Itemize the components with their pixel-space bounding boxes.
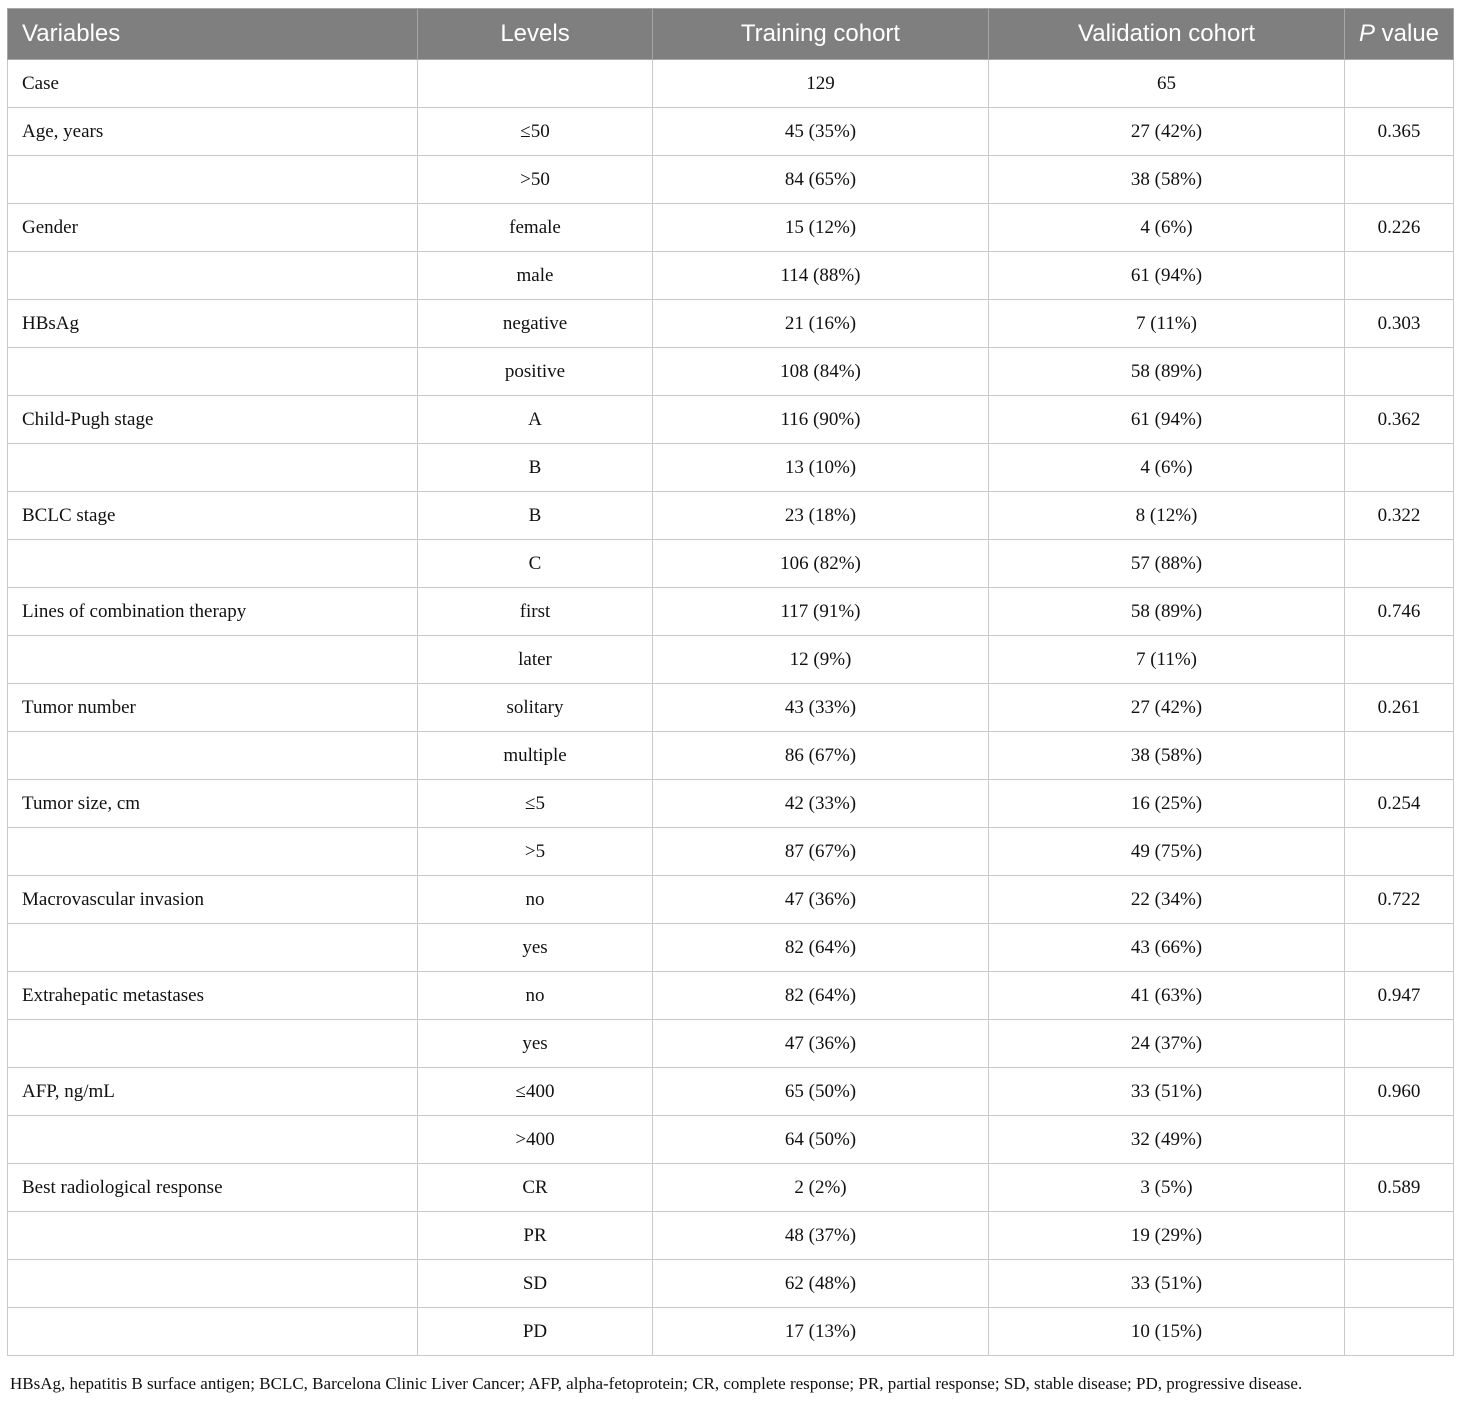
- table-row: [8, 636, 1454, 684]
- cell-p-value: [1345, 1020, 1454, 1068]
- table-row: [8, 1164, 1454, 1212]
- table-row: [8, 876, 1454, 924]
- table-row: [8, 684, 1454, 732]
- cell-p-value: 0.362: [1345, 396, 1454, 444]
- cell-p-value: 0.226: [1345, 204, 1454, 252]
- cell-level: PD: [418, 1308, 653, 1356]
- cell-p-value: 0.303: [1345, 300, 1454, 348]
- cell-variable: Extrahepatic metastases: [8, 972, 418, 1020]
- cell-training-cohort: 45 (35%): [653, 108, 989, 156]
- cell-validation-cohort: 33 (51%): [989, 1260, 1345, 1308]
- cell-validation-cohort: 19 (29%): [989, 1212, 1345, 1260]
- table-row: [8, 1260, 1454, 1308]
- cell-training-cohort: 117 (91%): [653, 588, 989, 636]
- header-training-cohort: Training cohort: [653, 9, 989, 60]
- cell-p-value: [1345, 1308, 1454, 1356]
- table-body: [8, 60, 1454, 1356]
- cell-level: yes: [418, 1020, 653, 1068]
- table-row: [8, 300, 1454, 348]
- cell-validation-cohort: 58 (89%): [989, 348, 1345, 396]
- table-row: [8, 60, 1454, 108]
- cell-p-value: 0.589: [1345, 1164, 1454, 1212]
- cell-training-cohort: 106 (82%): [653, 540, 989, 588]
- table-row: [8, 348, 1454, 396]
- table-row: [8, 1212, 1454, 1260]
- cell-p-value: [1345, 1116, 1454, 1164]
- cell-variable: HBsAg: [8, 300, 418, 348]
- table-row: [8, 540, 1454, 588]
- cell-p-value: 0.365: [1345, 108, 1454, 156]
- cell-validation-cohort: 58 (89%): [989, 588, 1345, 636]
- cell-p-value: 0.722: [1345, 876, 1454, 924]
- cell-validation-cohort: 65: [989, 60, 1345, 108]
- cell-level: >50: [418, 156, 653, 204]
- cell-variable: [8, 1308, 418, 1356]
- cell-validation-cohort: 27 (42%): [989, 108, 1345, 156]
- cell-p-value: [1345, 444, 1454, 492]
- cell-training-cohort: 2 (2%): [653, 1164, 989, 1212]
- cell-training-cohort: 129: [653, 60, 989, 108]
- cell-p-value: [1345, 1260, 1454, 1308]
- table-row: [8, 492, 1454, 540]
- cell-variable: [8, 1020, 418, 1068]
- cell-level: >400: [418, 1116, 653, 1164]
- cell-p-value: 0.322: [1345, 492, 1454, 540]
- cell-p-value: 0.254: [1345, 780, 1454, 828]
- cell-validation-cohort: 41 (63%): [989, 972, 1345, 1020]
- table-row: [8, 972, 1454, 1020]
- cell-training-cohort: 64 (50%): [653, 1116, 989, 1164]
- header-validation-cohort: Validation cohort: [989, 9, 1345, 60]
- cell-p-value: 0.746: [1345, 588, 1454, 636]
- cell-level: no: [418, 972, 653, 1020]
- cell-level: no: [418, 876, 653, 924]
- cell-validation-cohort: 38 (58%): [989, 732, 1345, 780]
- cell-level: PR: [418, 1212, 653, 1260]
- cohort-characteristics-table-container: [7, 8, 1453, 1356]
- header-p-value: [1345, 9, 1454, 60]
- cell-validation-cohort: 3 (5%): [989, 1164, 1345, 1212]
- cell-training-cohort: 87 (67%): [653, 828, 989, 876]
- cell-level: multiple: [418, 732, 653, 780]
- table-row: [8, 156, 1454, 204]
- header-p-letter: P: [1358, 20, 1375, 47]
- cell-level: [418, 60, 653, 108]
- table-row: [8, 1020, 1454, 1068]
- cell-level: male: [418, 252, 653, 300]
- cell-level: ≤400: [418, 1068, 653, 1116]
- cell-level: solitary: [418, 684, 653, 732]
- table-header: [8, 9, 1454, 60]
- cell-level: CR: [418, 1164, 653, 1212]
- cell-level: first: [418, 588, 653, 636]
- cell-training-cohort: 114 (88%): [653, 252, 989, 300]
- cell-p-value: 0.947: [1345, 972, 1454, 1020]
- cell-variable: Lines of combination therapy: [8, 588, 418, 636]
- cell-variable: [8, 444, 418, 492]
- cell-validation-cohort: 24 (37%): [989, 1020, 1345, 1068]
- cell-variable: [8, 156, 418, 204]
- cell-level: C: [418, 540, 653, 588]
- cell-training-cohort: 17 (13%): [653, 1308, 989, 1356]
- table-row: [8, 108, 1454, 156]
- table-footnote: HBsAg, hepatitis B surface antigen; BCLC, Barcelona Clinic Liver Cancer; AFP, alpha-fetoprotein; CR, complete response; PR, partial response; SD, stable disease; PD, progressive disease.: [10, 1374, 1303, 1393]
- cell-training-cohort: 108 (84%): [653, 348, 989, 396]
- header-levels: Levels: [418, 9, 653, 60]
- cell-p-value: [1345, 60, 1454, 108]
- cell-validation-cohort: 7 (11%): [989, 636, 1345, 684]
- cell-level: yes: [418, 924, 653, 972]
- cell-training-cohort: 65 (50%): [653, 1068, 989, 1116]
- cell-training-cohort: 21 (16%): [653, 300, 989, 348]
- cell-validation-cohort: 43 (66%): [989, 924, 1345, 972]
- table-row: [8, 828, 1454, 876]
- cell-p-value: [1345, 732, 1454, 780]
- cell-variable: [8, 732, 418, 780]
- cell-validation-cohort: 8 (12%): [989, 492, 1345, 540]
- cell-p-value: [1345, 348, 1454, 396]
- cell-validation-cohort: 16 (25%): [989, 780, 1345, 828]
- cell-p-value: 0.960: [1345, 1068, 1454, 1116]
- cell-variable: [8, 1212, 418, 1260]
- cell-training-cohort: 48 (37%): [653, 1212, 989, 1260]
- cell-validation-cohort: 61 (94%): [989, 396, 1345, 444]
- cell-validation-cohort: 57 (88%): [989, 540, 1345, 588]
- cell-p-value: [1345, 636, 1454, 684]
- cell-p-value: 0.261: [1345, 684, 1454, 732]
- cell-level: negative: [418, 300, 653, 348]
- cell-p-value: [1345, 924, 1454, 972]
- table-row: [8, 780, 1454, 828]
- table-row: [8, 732, 1454, 780]
- cell-p-value: [1345, 156, 1454, 204]
- header-p-suffix: value: [1374, 20, 1440, 47]
- cell-training-cohort: 84 (65%): [653, 156, 989, 204]
- cell-training-cohort: 47 (36%): [653, 1020, 989, 1068]
- cell-validation-cohort: 33 (51%): [989, 1068, 1345, 1116]
- cell-variable: BCLC stage: [8, 492, 418, 540]
- cell-validation-cohort: 27 (42%): [989, 684, 1345, 732]
- cell-training-cohort: 43 (33%): [653, 684, 989, 732]
- table-row: [8, 204, 1454, 252]
- cell-variable: [8, 636, 418, 684]
- cell-validation-cohort: 4 (6%): [989, 444, 1345, 492]
- cell-validation-cohort: 22 (34%): [989, 876, 1345, 924]
- cell-variable: [8, 924, 418, 972]
- cell-level: A: [418, 396, 653, 444]
- cell-validation-cohort: 10 (15%): [989, 1308, 1345, 1356]
- cell-p-value: [1345, 828, 1454, 876]
- cohort-characteristics-table: [7, 8, 1454, 1356]
- cell-validation-cohort: 7 (11%): [989, 300, 1345, 348]
- cell-training-cohort: 116 (90%): [653, 396, 989, 444]
- cell-training-cohort: 13 (10%): [653, 444, 989, 492]
- cell-level: ≤50: [418, 108, 653, 156]
- cell-p-value: [1345, 252, 1454, 300]
- cell-variable: [8, 252, 418, 300]
- cell-training-cohort: 62 (48%): [653, 1260, 989, 1308]
- cell-validation-cohort: 4 (6%): [989, 204, 1345, 252]
- cell-level: ≤5: [418, 780, 653, 828]
- header-row: [8, 9, 1454, 60]
- table-row: [8, 1068, 1454, 1116]
- cell-variable: Macrovascular invasion: [8, 876, 418, 924]
- cell-validation-cohort: 32 (49%): [989, 1116, 1345, 1164]
- cell-variable: [8, 348, 418, 396]
- cell-variable: [8, 540, 418, 588]
- table-row: [8, 1116, 1454, 1164]
- cell-level: later: [418, 636, 653, 684]
- cell-training-cohort: 82 (64%): [653, 924, 989, 972]
- cell-p-value: [1345, 1212, 1454, 1260]
- cell-level: SD: [418, 1260, 653, 1308]
- cell-variable: Case: [8, 60, 418, 108]
- cell-variable: [8, 1260, 418, 1308]
- cell-variable: AFP, ng/mL: [8, 1068, 418, 1116]
- cell-variable: Tumor size, cm: [8, 780, 418, 828]
- header-variables: Variables: [8, 9, 418, 60]
- cell-level: positive: [418, 348, 653, 396]
- table-row: [8, 924, 1454, 972]
- cell-variable: [8, 828, 418, 876]
- cell-validation-cohort: 61 (94%): [989, 252, 1345, 300]
- cell-validation-cohort: 49 (75%): [989, 828, 1345, 876]
- cell-level: female: [418, 204, 653, 252]
- cell-variable: Child-Pugh stage: [8, 396, 418, 444]
- cell-training-cohort: 82 (64%): [653, 972, 989, 1020]
- cell-level: B: [418, 492, 653, 540]
- cell-validation-cohort: 38 (58%): [989, 156, 1345, 204]
- cell-training-cohort: 47 (36%): [653, 876, 989, 924]
- cell-level: B: [418, 444, 653, 492]
- cell-variable: [8, 1116, 418, 1164]
- cell-p-value: [1345, 540, 1454, 588]
- cell-variable: Age, years: [8, 108, 418, 156]
- cell-training-cohort: 23 (18%): [653, 492, 989, 540]
- table-row: [8, 444, 1454, 492]
- cell-level: >5: [418, 828, 653, 876]
- cell-training-cohort: 42 (33%): [653, 780, 989, 828]
- table-row: [8, 252, 1454, 300]
- cell-variable: Tumor number: [8, 684, 418, 732]
- cell-variable: Gender: [8, 204, 418, 252]
- cell-training-cohort: 86 (67%): [653, 732, 989, 780]
- cell-variable: Best radiological response: [8, 1164, 418, 1212]
- cell-training-cohort: 15 (12%): [653, 204, 989, 252]
- table-row: [8, 396, 1454, 444]
- cell-training-cohort: 12 (9%): [653, 636, 989, 684]
- table-row: [8, 1308, 1454, 1356]
- table-row: [8, 588, 1454, 636]
